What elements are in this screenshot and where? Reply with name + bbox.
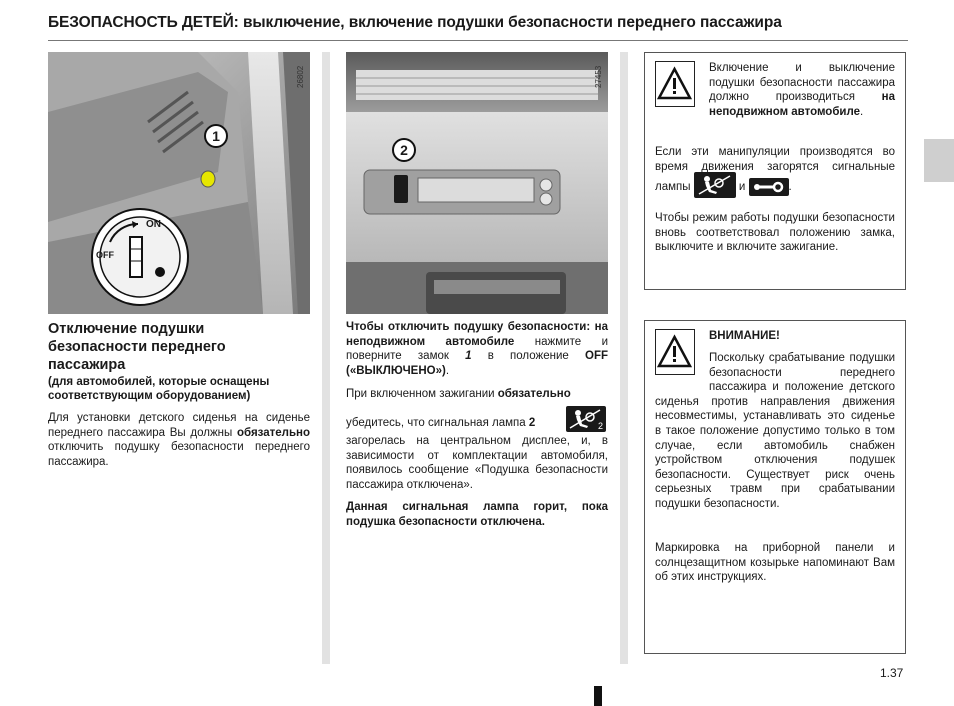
box2-paragraph-1 xyxy=(655,351,895,512)
warning-title: ВНИМАНИЕ! xyxy=(709,330,780,342)
box1-p1-text: Включение и выключение подушки безопасности пассажира должно производиться xyxy=(709,62,895,104)
col2-p1-text: нажмите и поверните замок xyxy=(346,335,608,363)
wrench-icon xyxy=(749,178,789,196)
switch-on-label: ON xyxy=(146,219,161,230)
service-wrench-lamp-icon xyxy=(749,178,789,196)
box1-p1-end: . xyxy=(860,105,864,118)
box2-icon-spacer xyxy=(655,351,709,381)
col2-p1-off: OFF («ВЫКЛЮЧЕНО») xyxy=(346,350,608,377)
box1-paragraph-2 xyxy=(655,145,895,200)
box1-p2-text: Если эти манипуляции производятся во время движения загорятся сигнальные лампы xyxy=(655,146,895,194)
col2-p3-ref: 2 xyxy=(528,417,536,429)
left-photo xyxy=(48,52,310,314)
middle-photo xyxy=(346,52,608,314)
section-tab xyxy=(924,139,954,182)
page-number: 1.37 xyxy=(880,666,904,680)
switch-off-label: OFF xyxy=(96,250,114,260)
box1-p1-bold: на неподвижном автомобиле xyxy=(709,91,895,118)
center-display-illustration xyxy=(346,52,608,314)
col1-paragraph xyxy=(48,411,310,469)
airbag-off-warning-icon xyxy=(566,406,606,432)
col2-p1-ref: 1 xyxy=(465,350,472,363)
callout-2: 2 xyxy=(392,138,416,162)
col2-p3-text: убедитесь, что сигнальная лампа xyxy=(346,417,529,429)
box1-icon-spacer xyxy=(655,61,709,111)
box1-p2-end: . xyxy=(788,181,792,194)
page-title-rest: выключение, включение подушки безопасности переднего пассажира xyxy=(238,14,782,31)
box2-p1-text: Поскольку срабатывание подушки безопасности переднего пассажира и положение детского сиденья против направления движения несовместимы, устанавливать это сиденье в такое положение допустимо только в том случае, если автомобиль снабжен устройством отключения подушек безопасности. Существует риск очень серьезных травм при срабатывании подушки безопасности. xyxy=(655,352,895,510)
box2-paragraph-2: Маркировка на приборной панели и солнцезащитном козырьке напоминают Вам об этих инструкциях. xyxy=(655,542,895,584)
airbag-warning-lamp-icon xyxy=(694,172,736,198)
column-separator-2 xyxy=(620,52,628,664)
middle-photo-code: 27453 xyxy=(594,65,603,88)
callout-1: 1 xyxy=(204,124,228,148)
col1-text-a: Для установки детского сиденья на сиденье переднего пассажира Вы должны xyxy=(48,412,310,439)
column-separator-1 xyxy=(322,52,330,664)
page-title xyxy=(48,14,782,32)
col2-p1-end: . xyxy=(445,364,450,377)
left-photo-code: 26802 xyxy=(296,65,305,88)
section-heading: Отключение подушки безопасности переднего пассажира xyxy=(48,321,226,373)
page-title-bold: БЕЗОПАСНОСТЬ ДЕТЕЙ: xyxy=(48,14,239,31)
col2-paragraph-5: Данная сигнальная лампа горит, пока подушка безопасности отключена. xyxy=(346,501,608,528)
col2-p1-text-2: в положение xyxy=(471,350,585,363)
col1-text-c: отключить подушку безопасности переднего пассажира. xyxy=(48,441,310,468)
airbag-lamp-symbol-icon xyxy=(694,172,736,198)
box1-p2-and: и xyxy=(735,181,749,194)
col2-p2-bold: обязательно xyxy=(497,388,571,400)
section-subheading: (для автомобилей, которые оснащены соответствующим оборудованием) xyxy=(48,376,270,402)
col2-paragraph-4: загорелась на центральном дисплее, и, в зависимости от комплектации автомобиля, появилось сообщение «Подушка безопасности пассажира отключена». xyxy=(346,435,608,491)
col2-p1-bold: Чтобы отключить подушку безопасности: на неподвижном автомобиле xyxy=(346,321,608,348)
dashboard-side-illustration xyxy=(48,52,310,314)
airbag-icon-number: 2 xyxy=(597,421,603,431)
box1-paragraph-1 xyxy=(655,61,895,119)
title-rule xyxy=(48,40,908,41)
crop-mark xyxy=(594,686,602,706)
box1-paragraph-3: Чтобы режим работы подушки безопасности вновь соответствовал положению замка, выключите и включите зажигание. xyxy=(655,212,895,254)
col2-paragraph-1 xyxy=(346,320,608,378)
col1-text-bold: обязательно xyxy=(236,426,310,439)
info-box-1 xyxy=(644,52,906,290)
col2-p2-text: При включенном зажигании xyxy=(346,388,498,400)
col2-paragraph-2 xyxy=(346,387,608,402)
warning-box-2 xyxy=(644,320,906,654)
